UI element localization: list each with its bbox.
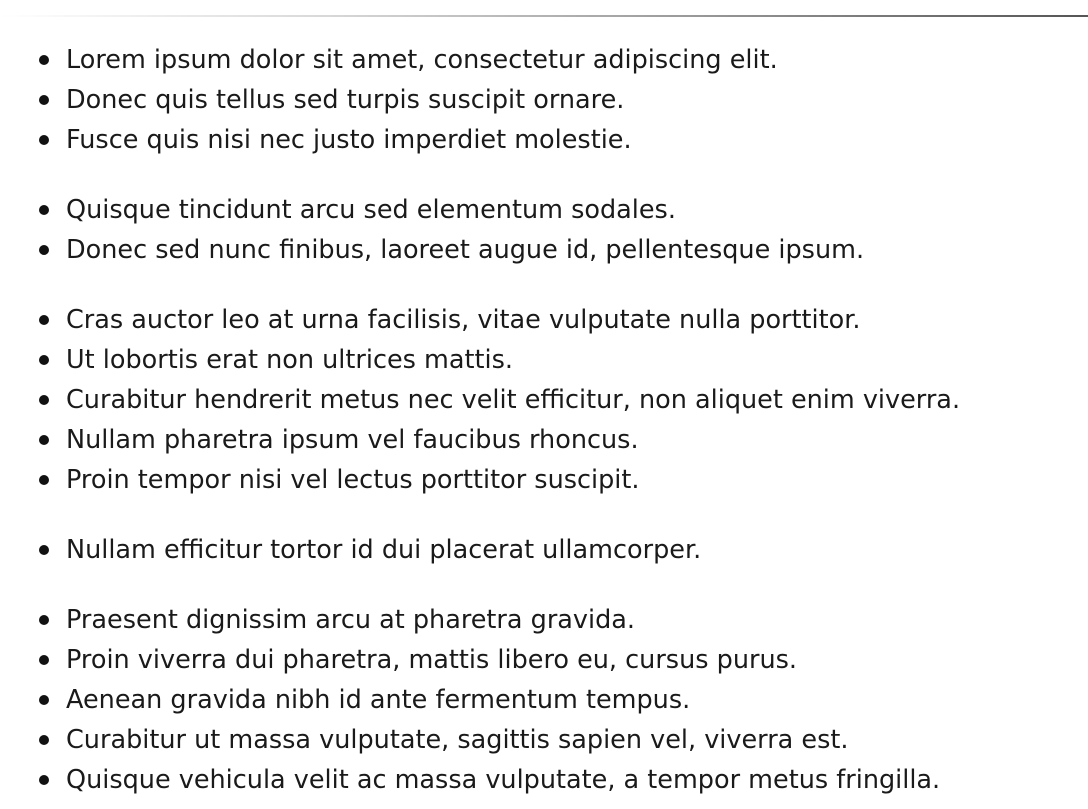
list-item	[0, 380, 1088, 420]
list-item	[0, 40, 1088, 80]
bullet-list-group-3	[0, 300, 1088, 500]
list-item-text: Praesent dignissim arcu at pharetra gravida.	[66, 605, 636, 635]
bullet-list-group-4	[0, 530, 1088, 570]
bullet-icon	[39, 205, 49, 215]
list-item-text: Donec sed nunc finibus, laoreet augue id, pellentesque ipsum.	[66, 235, 865, 265]
list-item-text: Fusce quis nisi nec justo imperdiet molestie.	[66, 125, 632, 155]
list-item-text: Quisque vehicula velit ac massa vulputate, a tempor metus fringilla.	[66, 765, 941, 795]
list-item	[0, 230, 1088, 270]
list-item-text: Donec quis tellus sed turpis suscipit ornare.	[66, 85, 625, 115]
list-item-text: Ut lobortis erat non ultrices mattis.	[66, 345, 513, 375]
bullet-icon	[39, 395, 49, 405]
list-item	[0, 80, 1088, 120]
list-item	[0, 680, 1088, 720]
document-content	[0, 40, 1088, 800]
bullet-icon	[39, 435, 49, 445]
list-item-text: Quisque tincidunt arcu sed elementum sodales.	[66, 195, 676, 225]
bullet-icon	[39, 655, 49, 665]
bullet-icon	[39, 245, 49, 255]
bullet-icon	[39, 735, 49, 745]
list-item	[0, 120, 1088, 160]
bullet-icon	[39, 775, 49, 785]
bullet-list-group-5	[0, 600, 1088, 800]
list-item	[0, 640, 1088, 680]
list-item	[0, 760, 1088, 800]
list-item-text: Proin tempor nisi vel lectus porttitor suscipit.	[66, 465, 640, 495]
list-item-text: Cras auctor leo at urna facilisis, vitae vulputate nulla porttitor.	[66, 305, 861, 335]
list-item	[0, 460, 1088, 500]
list-item-text: Aenean gravida nibh id ante fermentum tempus.	[66, 685, 691, 715]
list-item	[0, 530, 1088, 570]
bullet-icon	[39, 545, 49, 555]
list-item	[0, 340, 1088, 380]
bullet-icon	[39, 695, 49, 705]
list-item-text: Curabitur ut massa vulputate, sagittis sapien vel, viverra est.	[66, 725, 849, 755]
list-item-text: Lorem ipsum dolor sit amet, consectetur adipiscing elit.	[66, 45, 778, 75]
list-item	[0, 600, 1088, 640]
bullet-icon	[39, 615, 49, 625]
list-item-text: Proin viverra dui pharetra, mattis libero eu, cursus purus.	[66, 645, 798, 675]
bullet-icon	[39, 95, 49, 105]
list-item	[0, 300, 1088, 340]
list-item	[0, 720, 1088, 760]
bullet-icon	[39, 315, 49, 325]
list-item-text: Nullam pharetra ipsum vel faucibus rhoncus.	[66, 425, 639, 455]
list-item	[0, 420, 1088, 460]
bullet-icon	[39, 355, 49, 365]
list-item-text: Curabitur hendrerit metus nec velit efficitur, non aliquet enim viverra.	[66, 385, 961, 415]
list-item	[0, 190, 1088, 230]
top-divider	[0, 15, 1088, 17]
bullet-list-group-1	[0, 40, 1088, 160]
bullet-list-group-2	[0, 190, 1088, 270]
bullet-icon	[39, 135, 49, 145]
list-item-text: Nullam efficitur tortor id dui placerat ullamcorper.	[66, 535, 702, 565]
bullet-icon	[39, 475, 49, 485]
bullet-icon	[39, 55, 49, 65]
